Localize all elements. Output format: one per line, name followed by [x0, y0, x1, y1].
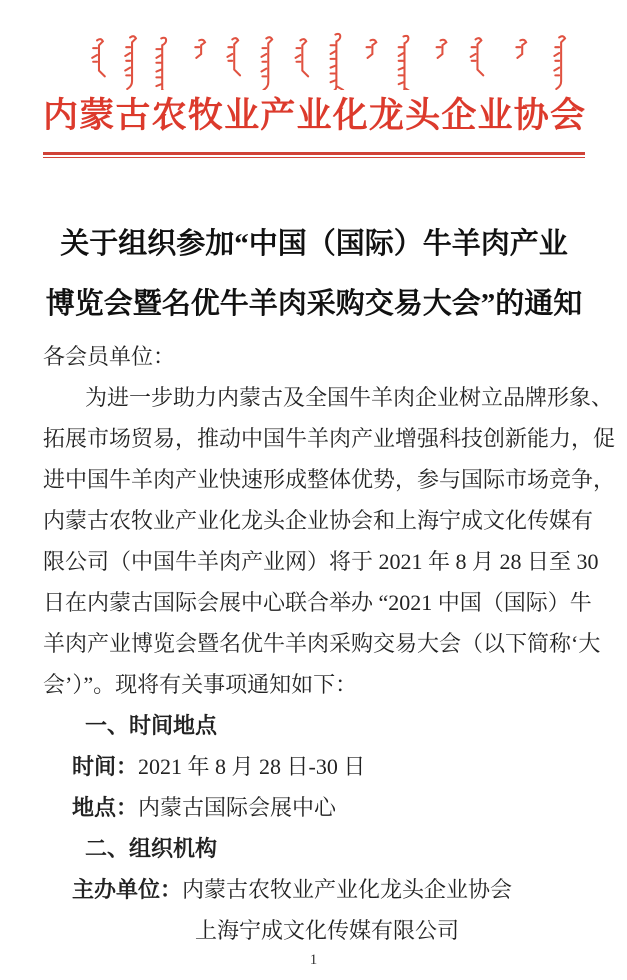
paragraph-line: 进中国牛羊肉产业快速形成整体优势，参与国际市场竞争，: [43, 467, 616, 492]
place-value: 内蒙古国际会展中心: [138, 795, 337, 820]
paragraph-line: 拓展市场贸易，推动中国牛羊肉产业增强科技创新能力，促: [43, 426, 616, 451]
host-line: [43, 869, 585, 910]
notice-body: [43, 214, 616, 951]
notice-title: [43, 214, 585, 334]
section2-heading: 二、组织机构: [85, 836, 218, 861]
letterhead: [43, 18, 585, 158]
place-label: 地点：: [72, 795, 139, 820]
mongolian-script-banner-icon: [44, 18, 584, 90]
divider-rule-thin: [43, 157, 585, 159]
page-footer: [0, 950, 627, 970]
paragraph-line: 为进一步助力内蒙古及全国牛羊肉企业树立品牌形象、: [85, 385, 614, 410]
host-value-1: 内蒙古农牧业产业化龙头企业协会: [182, 877, 513, 902]
host-label: 主办单位：: [72, 877, 183, 902]
time-line: [43, 746, 585, 787]
section1-heading: 一、时间地点: [85, 713, 218, 738]
divider-rule-thick: [43, 152, 585, 155]
org-title: 内蒙古农牧业产业化龙头企业协会: [43, 96, 585, 135]
paragraph-line: 会’）”。现将有关事项通知如下：: [43, 672, 358, 697]
host-line-continued: 上海宁成文化传媒有限公司: [195, 918, 460, 943]
paragraph-line: 羊肉产业博览会暨名优牛羊肉采购交易大会（以下简称‘大: [43, 631, 601, 656]
notice-title-line2: 博览会暨名优牛羊肉采购交易大会”的通知: [45, 288, 583, 320]
time-label: 时间：: [72, 754, 139, 779]
paragraph-line: 内蒙古农牧业产业化龙头企业协会和上海宁成文化传媒有: [43, 508, 594, 533]
place-line: [43, 787, 585, 828]
page-number: 1: [309, 952, 318, 968]
paragraph-line: 日在内蒙古国际会展中心联合举办 “2021 中国（国际）牛: [43, 590, 592, 615]
paragraph-line: 限公司（中国牛羊肉产业网）将于 2021 年 8 月 28 日至 30: [43, 549, 599, 574]
time-value: 2021 年 8 月 28 日-30 日: [138, 754, 366, 779]
salutation: 各会员单位：: [43, 344, 176, 369]
notice-text: [43, 336, 616, 951]
notice-title-line1: 关于组织参加“中国（国际）牛羊肉产业: [60, 228, 568, 260]
letterhead-divider: [43, 152, 585, 158]
